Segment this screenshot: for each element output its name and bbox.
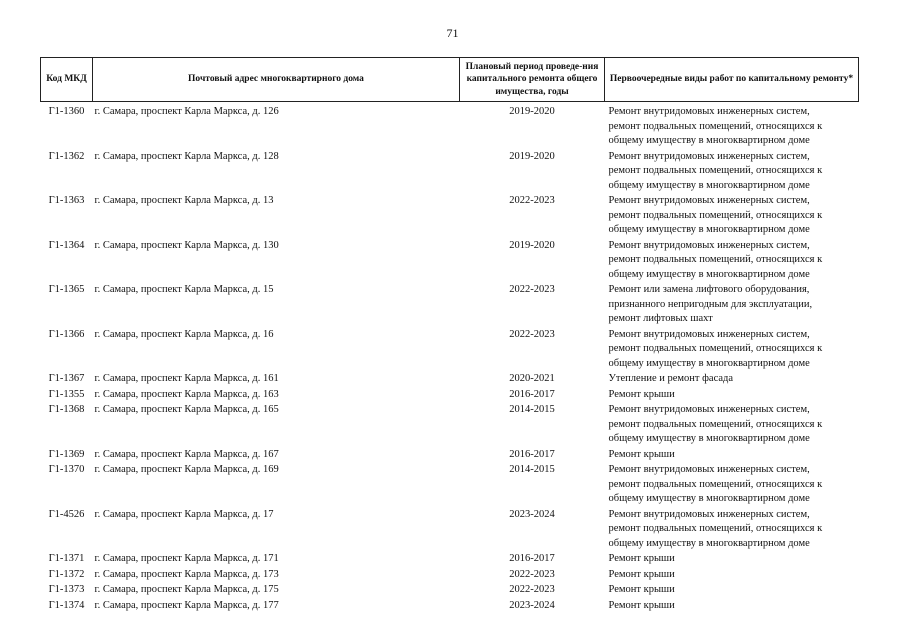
header-address: Почтовый адрес многоквартирного дома: [93, 58, 460, 102]
table-row: [41, 599, 859, 615]
cell-works: [605, 372, 859, 388]
cell-works: [605, 568, 859, 584]
table-row: [41, 194, 859, 239]
page-number: 71: [446, 26, 459, 40]
cell-code: Г1-1372: [48, 568, 85, 580]
cell-works: [605, 552, 859, 568]
cell-code: Г1-1367: [48, 373, 85, 384]
table-row: [41, 283, 859, 328]
cell-code: Г1-1360: [48, 106, 85, 117]
works-line: Ремонт внутридомовых инженерных систем,: [608, 106, 810, 117]
cell-period: 2020-2021: [509, 373, 555, 384]
cell-code: Г1-1371: [48, 553, 85, 564]
cell-period: 2019-2020: [509, 106, 555, 117]
works-line: общему имуществу в многоквартирном доме: [608, 433, 810, 444]
cell-works: [605, 448, 859, 464]
works-line: Ремонт крыши: [608, 599, 675, 611]
cell-code: Г1-1362: [48, 150, 85, 162]
cell-address: г. Самара, проспект Карла Маркса, д. 171: [94, 553, 279, 564]
cell-code: Г1-1364: [48, 239, 85, 251]
cell-address: г. Самара, проспект Карла Маркса, д. 173: [94, 568, 279, 580]
works-line: общему имуществу в многоквартирном доме: [608, 357, 810, 369]
cell-works: [605, 150, 859, 195]
cell-code: Г1-1366: [48, 328, 85, 340]
table-row: [41, 239, 859, 284]
cell-code: Г1-1363: [48, 195, 85, 206]
cell-period: 2022-2023: [509, 195, 555, 206]
cell-address: г. Самара, проспект Карла Маркса, д. 165: [94, 404, 279, 415]
works-line: ремонт подвальных помещений, относящихся к: [608, 418, 823, 430]
cell-period: 2014-2015: [509, 404, 555, 415]
cell-address: г. Самара, проспект Карла Маркса, д. 177: [94, 599, 279, 611]
cell-address: г. Самара, проспект Карла Маркса, д. 167: [94, 448, 279, 460]
cell-address: г. Самара, проспект Карла Маркса, д. 17: [94, 508, 274, 520]
cell-code: Г1-1373: [48, 584, 85, 595]
cell-period: 2019-2020: [509, 150, 555, 162]
table-row: [41, 403, 859, 448]
cell-works: [605, 599, 859, 615]
works-line: Ремонт внутридомовых инженерных систем,: [608, 464, 810, 475]
cell-works: [605, 388, 859, 404]
works-line: Ремонт внутридомовых инженерных систем,: [608, 508, 810, 520]
cell-period: 2022-2023: [509, 568, 555, 580]
cell-period: 2014-2015: [509, 464, 555, 475]
cell-address: г. Самара, проспект Карла Маркса, д. 130: [94, 239, 279, 251]
cell-address: г. Самара, проспект Карла Маркса, д. 16: [94, 328, 274, 340]
works-line: ремонт подвальных помещений, относящихся к: [608, 209, 823, 221]
works-line: Ремонт крыши: [608, 584, 675, 595]
table-row: [41, 102, 859, 150]
cell-code: Г1-1374: [48, 599, 85, 611]
works-line: Ремонт внутридомовых инженерных систем,: [608, 195, 810, 206]
cell-code: Г1-4526: [48, 508, 85, 520]
works-line: ремонт лифтовых шахт: [608, 313, 713, 324]
works-line: ремонт подвальных помещений, относящихся к: [608, 165, 823, 176]
cell-period: 2023-2024: [509, 508, 555, 520]
header-code: Код МКД: [41, 58, 93, 102]
header-period: Плановый период проведе-ния капитального ремонта общего имущества, годы: [460, 58, 605, 102]
cell-period: 2022-2023: [509, 328, 555, 340]
works-line: ремонт подвальных помещений, относящихся к: [608, 523, 823, 534]
cell-address: г. Самара, проспект Карла Маркса, д. 15: [94, 284, 274, 295]
works-line: Ремонт крыши: [608, 388, 675, 400]
cell-address: г. Самара, проспект Карла Маркса, д. 163: [94, 388, 279, 400]
cell-works: [605, 328, 859, 373]
cell-code: Г1-1369: [48, 448, 85, 460]
cell-address: г. Самара, проспект Карла Маркса, д. 13: [94, 195, 274, 206]
header-works: Первоочередные виды работ по капитальному ремонту*: [605, 58, 859, 102]
table-row: [41, 568, 859, 584]
cell-code: Г1-1365: [48, 284, 85, 295]
table-row: [41, 150, 859, 195]
cell-code: Г1-1370: [48, 464, 85, 475]
works-line: общему имуществу в многоквартирном доме: [608, 135, 810, 146]
works-line: общему имуществу в многоквартирном доме: [608, 224, 810, 235]
cell-works: [605, 583, 859, 599]
works-line: общему имуществу в многоквартирном доме: [608, 179, 810, 191]
cell-works: [605, 239, 859, 284]
cell-works: [605, 403, 859, 448]
table-row: [41, 583, 859, 599]
works-line: общему имуществу в многоквартирном доме: [608, 537, 810, 549]
cell-code: Г1-1368: [48, 404, 85, 415]
works-line: ремонт подвальных помещений, относящихся к: [608, 254, 823, 265]
works-line: Ремонт внутридомовых инженерных систем,: [608, 404, 810, 415]
cell-period: 2019-2020: [509, 239, 555, 251]
capital-repair-table: [40, 57, 859, 614]
works-line: общему имуществу в многоквартирном доме: [608, 268, 810, 280]
table-body: [41, 102, 859, 615]
cell-address: г. Самара, проспект Карла Маркса, д. 126: [94, 106, 279, 117]
works-line: Ремонт крыши: [608, 553, 675, 564]
works-line: ремонт подвальных помещений, относящихся к: [608, 478, 823, 490]
cell-address: г. Самара, проспект Карла Маркса, д. 128: [94, 150, 279, 162]
works-line: Ремонт крыши: [608, 448, 675, 460]
works-line: Ремонт внутридомовых инженерных систем,: [608, 239, 810, 251]
table-row: [41, 448, 859, 464]
works-line: Ремонт крыши: [608, 568, 675, 580]
cell-works: [605, 508, 859, 553]
table-row: [41, 463, 859, 508]
works-line: ремонт подвальных помещений, относящихся к: [608, 343, 823, 354]
works-line: Ремонт внутридомовых инженерных систем,: [608, 150, 810, 162]
table-row: [41, 372, 859, 388]
cell-period: 2023-2024: [509, 599, 555, 611]
cell-works: [605, 102, 859, 150]
cell-period: 2016-2017: [509, 388, 555, 400]
cell-period: 2022-2023: [509, 284, 555, 295]
works-line: признанного непригодным для эксплуатации,: [608, 298, 813, 310]
cell-works: [605, 463, 859, 508]
works-line: Утепление и ремонт фасада: [608, 373, 734, 384]
works-line: Ремонт или замена лифтового оборудования,: [608, 284, 810, 295]
works-line: ремонт подвальных помещений, относящихся к: [608, 120, 823, 132]
cell-code: Г1-1355: [48, 388, 85, 400]
cell-address: г. Самара, проспект Карла Маркса, д. 161: [94, 373, 279, 384]
cell-period: 2022-2023: [509, 584, 555, 595]
table-row: [41, 388, 859, 404]
cell-works: [605, 283, 859, 328]
cell-address: г. Самара, проспект Карла Маркса, д. 169: [94, 464, 279, 475]
works-line: общему имуществу в многоквартирном доме: [608, 493, 810, 504]
cell-address: г. Самара, проспект Карла Маркса, д. 175: [94, 584, 279, 595]
table-row: [41, 508, 859, 553]
cell-period: 2016-2017: [509, 553, 555, 564]
cell-period: 2016-2017: [509, 448, 555, 460]
cell-works: [605, 194, 859, 239]
table-header-row: [41, 58, 859, 102]
table-row: [41, 328, 859, 373]
works-line: Ремонт внутридомовых инженерных систем,: [608, 328, 810, 340]
table-row: [41, 552, 859, 568]
